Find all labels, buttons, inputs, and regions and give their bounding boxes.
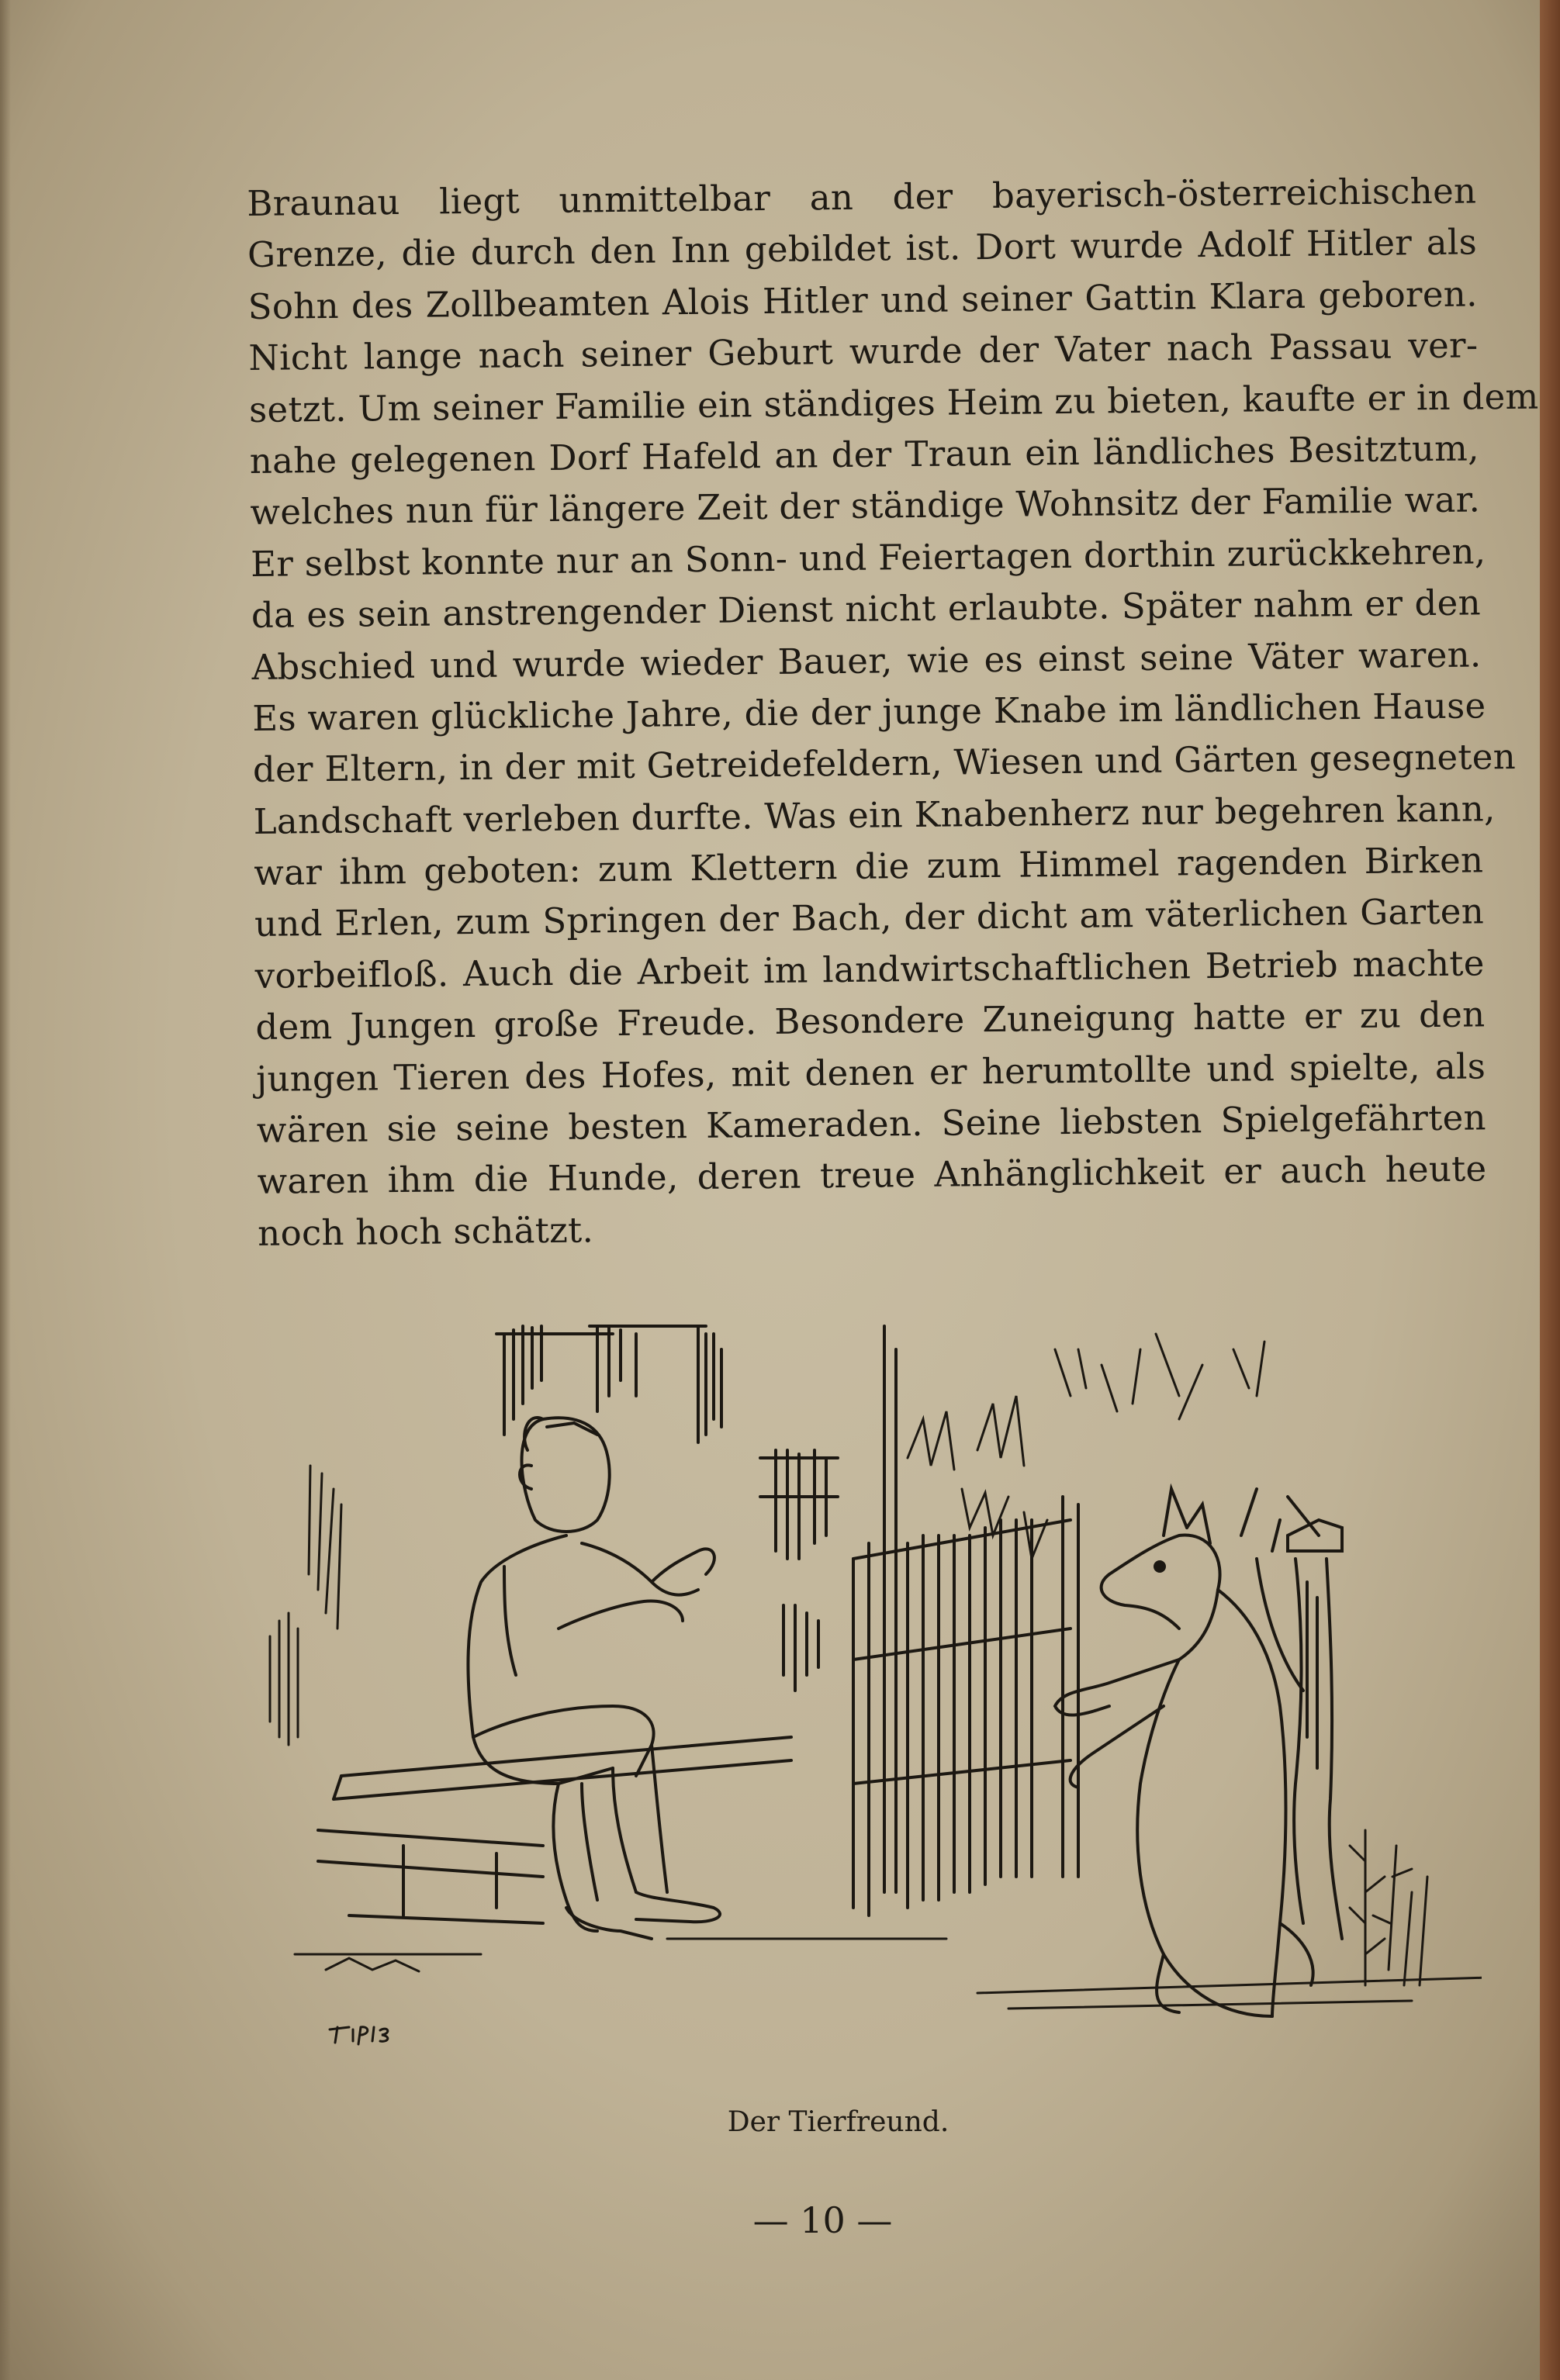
plants: [1350, 1830, 1427, 1985]
text-line: Braunau liegt unmittelbar an der bayerisch-österreichischen: [247, 170, 1477, 224]
text-line: noch hoch schätzt.: [257, 1209, 594, 1254]
left-hatching: [270, 1466, 341, 1745]
text-line: da es sein anstrengender Dienst nicht erlaubte. Später nahm er den: [251, 582, 1482, 637]
text-line: wären sie seine besten Kameraden. Seine liebsten Spielgefährten: [256, 1097, 1487, 1151]
book-cover-edge: [1540, 0, 1560, 2380]
text-line: vorbeifloß. Auch die Arbeit im landwirtschaftlichen Betrieb machte: [254, 942, 1485, 997]
boy-figure: [468, 1418, 720, 1939]
text-line: setzt. Um seiner Familie ein ständiges Heim zu bieten, kaufte er in dem: [248, 375, 1539, 430]
stump: [1288, 1520, 1342, 1939]
bushes: [908, 1334, 1264, 1559]
text-line: Abschied und wurde wieder Bauer, wie es einst seine Väter waren.: [251, 633, 1482, 688]
text-line: Nicht lange nach seiner Geburt wurde der Vater nach Passau ver-: [248, 324, 1479, 379]
text-line: welches nun für längere Zeit der ständige Wohnsitz der Familie war.: [250, 478, 1481, 534]
text-line: nahe gelegenen Dorf Hafeld an der Traun ein ländliches Besitztum,: [249, 427, 1480, 482]
text-line: Es waren glückliche Jahre, die der junge Knabe im ländlichen Hause: [252, 685, 1486, 739]
boy-with-dog-drawing-icon: [248, 1303, 1482, 2078]
text-line: war ihm geboten: zum Klettern die zum Himmel ragenden Birken: [254, 839, 1484, 894]
text-line: der Eltern, in der mit Getreidefeldern, Wiesen und Gärten gesegneten: [252, 736, 1517, 791]
dog-figure: [1055, 1489, 1319, 2016]
text-line: und Erlen, zum Springen der Bach, der dicht am väterlichen Garten: [254, 890, 1485, 945]
text-line: Landschaft verleben durfte. Was ein Knabenherz nur begehren kann,: [253, 787, 1496, 842]
text-line: Er selbst konnte nur an Sonn- und Feiertagen dorthin zurückkehren,: [250, 530, 1486, 585]
page-number: — 10 —: [752, 2199, 893, 2241]
figure-caption: Der Tierfreund.: [727, 2106, 949, 2138]
gate: [853, 1326, 1078, 1915]
body-text: [247, 165, 1539, 1259]
text-line: Sohn des Zollbeamten Alois Hitler und seiner Gattin Klara geboren.: [247, 273, 1478, 327]
text-line: waren ihm die Hunde, deren treue Anhänglichkeit er auch heute: [257, 1148, 1487, 1203]
page-shadow-left: [0, 0, 11, 2380]
text-line: dem Jungen große Freude. Besondere Zuneigung hatte er zu den: [255, 993, 1486, 1048]
text-line: Grenze, die durch den Inn gebildet ist. Dort wurde Adolf Hitler als: [247, 221, 1478, 276]
ground: [295, 1939, 1482, 2009]
text-line: jungen Tieren des Hofes, mit denen er herumtollte und spielte, als: [255, 1045, 1486, 1100]
wall-hatching: [496, 1326, 838, 1691]
artist-signature-icon: [326, 2010, 419, 2049]
